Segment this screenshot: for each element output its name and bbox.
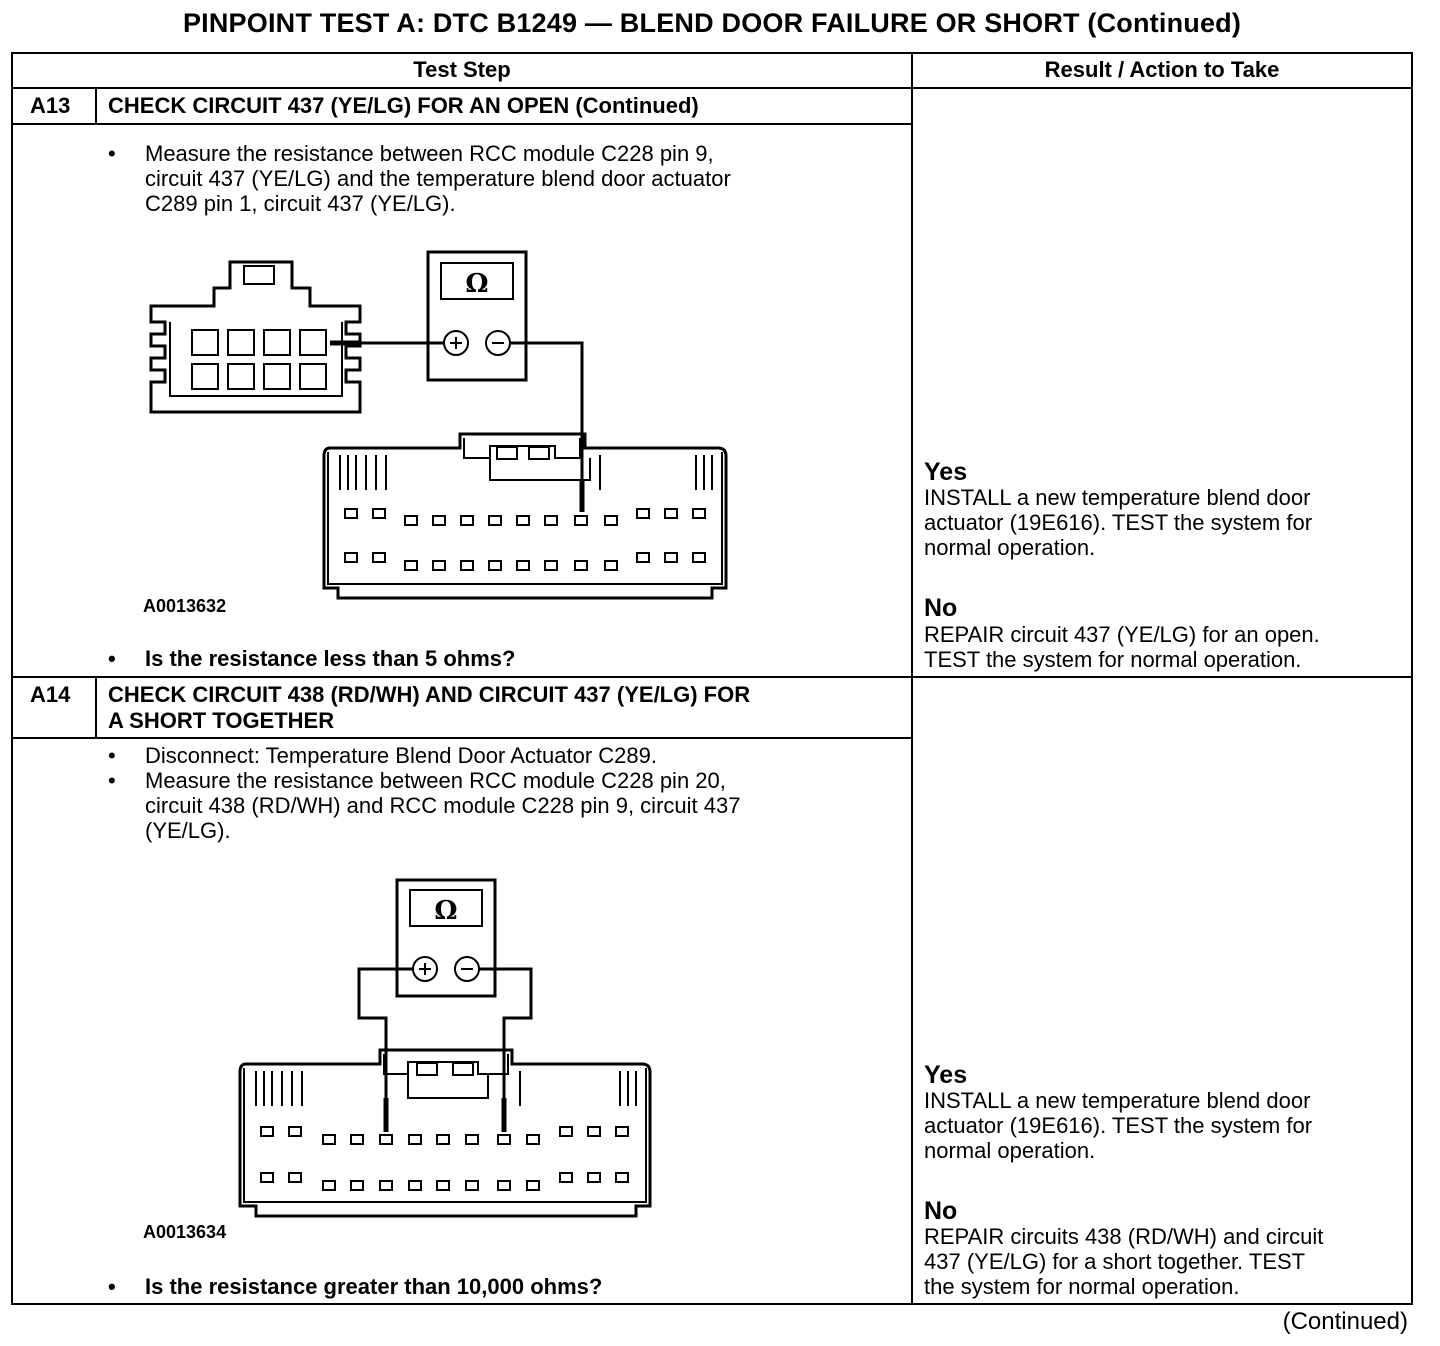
a14-no-text: REPAIR circuits 438 (RD/WH) and circuit 437 (YE/LG) for a short together. TEST the system for normal operation. [924,1224,1324,1299]
a13-yes-text: INSTALL a new temperature blend door actuator (19E616). TEST the system for normal operation. [924,485,1313,560]
row-divider [11,676,1413,678]
a14-question-text: Is the resistance greater than 10,000 ohms? [145,1274,603,1299]
header-result: Result / Action to Take [1044,57,1280,82]
step-id-a13: A13 [30,93,71,118]
test-lead-negative [479,969,531,1098]
table-border-bottom [11,1303,1413,1305]
a14-question [108,1274,898,1300]
a14-id-divider [95,676,97,739]
a14-head-divider [11,737,913,739]
a13-bullet-1 [108,141,898,221]
step-heading-a13: CHECK CIRCUIT 437 (YE/LG) FOR AN OPEN (Continued) [108,93,699,118]
a14-yes-label: Yes [924,1061,968,1089]
bullet-mark: • [108,743,116,768]
a13-question [108,646,898,672]
bullet-mark: • [108,141,116,166]
a14-meter-symbol: Ω [434,896,458,926]
a14-bullet-2 [108,768,898,848]
header-divider [11,87,1413,89]
continued-note: (Continued) [1282,1308,1408,1335]
bullet-mark: • [108,768,116,793]
bullet-mark: • [108,1274,116,1299]
bullet-mark: • [108,646,116,671]
test-lead-positive [359,969,413,1098]
table-border-top [11,52,1413,54]
a13-no-label: No [924,594,958,622]
a14-bullet-2-text: Measure the resistance between RCC module C228 pin 20, circuit 438 (RD/WH) and RCC module C228 pin 9, circuit 437 (YE/LG). [145,768,741,843]
a13-id-divider [95,87,97,125]
a13-head-divider [11,123,913,125]
step-heading-a14: CHECK CIRCUIT 438 (RD/WH) AND CIRCUIT 437 (YE/LG) FOR A SHORT TOGETHER [108,682,751,733]
a14-no-label: No [924,1197,958,1225]
a13-question-text: Is the resistance less than 5 ohms? [145,646,516,671]
a14-yes-text: INSTALL a new temperature blend door actuator (19E616). TEST the system for normal operation. [924,1088,1313,1163]
a13-diagram [0,240,912,660]
a14-bullet-1 [108,743,898,769]
a13-yes-label: Yes [924,458,968,486]
a13-meter-symbol: Ω [465,269,489,299]
a14-diagram [0,870,912,1230]
a13-figure-id: A0013632 [143,596,227,616]
a14-bullet-1-text: Disconnect: Temperature Blend Door Actuator C289. [145,743,657,768]
a14-figure-id: A0013634 [143,1222,227,1242]
step-id-a14: A14 [30,682,71,707]
table-border-right [1411,52,1413,1305]
page-title: PINPOINT TEST A: DTC B1249 — BLEND DOOR FAILURE OR SHORT (Continued) [182,8,1242,38]
header-test-step: Test Step [413,57,511,82]
a13-bullet-1-text: Measure the resistance between RCC module C228 pin 9, circuit 437 (YE/LG) and the temperature blend door actuator C289 pin 1, circuit 437 (YE/LG). [145,141,731,216]
a13-no-text: REPAIR circuit 437 (YE/LG) for an open. TEST the system for normal operation. [924,622,1320,672]
